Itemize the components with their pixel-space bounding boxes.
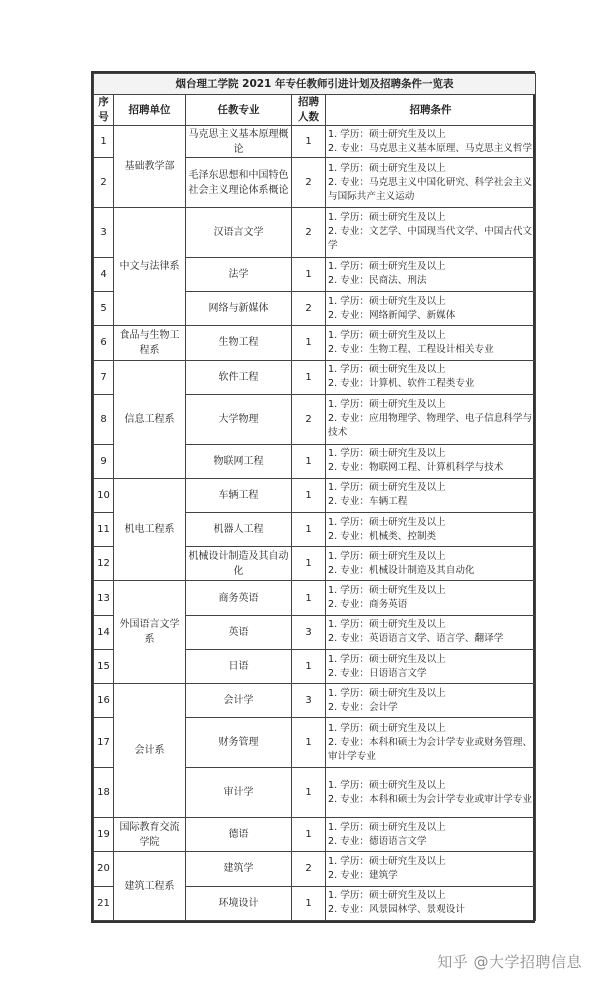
requirement-major: 2. 专业：风景园林学、景观设计: [328, 904, 465, 916]
requirements-cell: [326, 581, 536, 615]
requirement-major: 2. 专业：计算机、软件工程类专业: [328, 378, 475, 390]
unit-cell: 外国语言文学系: [114, 581, 186, 684]
requirements-cell: [326, 818, 536, 852]
row-number: 3: [94, 207, 114, 257]
unit-cell: 会计系: [114, 684, 186, 818]
requirements-cell: [326, 126, 536, 158]
major-cell: 会计学: [186, 684, 292, 718]
requirement-major: 2. 专业：应用物理学、物理学、电子信息科学与技术: [328, 413, 533, 439]
row-number: 9: [94, 444, 114, 478]
requirements-cell: [326, 768, 536, 818]
row-number: 2: [94, 158, 114, 208]
row-number: 12: [94, 547, 114, 581]
requirement-degree: 1. 学历：硕士研究生及以上: [328, 687, 446, 699]
row-number: 11: [94, 513, 114, 547]
major-cell: 审计学: [186, 768, 292, 818]
count-cell: 1: [292, 478, 326, 512]
requirement-degree: 1. 学历：硕士研究生及以上: [328, 448, 446, 460]
major-cell: 物联网工程: [186, 444, 292, 478]
major-cell: 大学物理: [186, 394, 292, 444]
requirement-degree: 1. 学历：硕士研究生及以上: [328, 212, 446, 224]
row-number: 14: [94, 615, 114, 649]
count-cell: 1: [292, 257, 326, 291]
count-cell: 1: [292, 513, 326, 547]
requirement-major: 2. 专业：英语语言文学、语言学、翻译学: [328, 633, 504, 645]
count-cell: 1: [292, 126, 326, 158]
requirement-major: 2. 专业：马克思主义基本原理、马克思主义哲学: [328, 142, 533, 154]
major-cell: 软件工程: [186, 360, 292, 394]
major-cell: 商务英语: [186, 581, 292, 615]
requirements-cell: [326, 513, 536, 547]
header-requirements: 招聘条件: [326, 95, 536, 126]
requirement-major: 2. 专业：生物工程、工程设计相关专业: [328, 343, 494, 355]
count-cell: 1: [292, 444, 326, 478]
watermark-text: 知乎 @大学招聘信息: [437, 953, 582, 971]
requirements-cell: [326, 360, 536, 394]
requirement-degree: 1. 学历：硕士研究生及以上: [328, 585, 446, 597]
requirements-cell: [326, 886, 536, 920]
recruitment-table-sheet: [91, 71, 535, 923]
requirement-degree: 1. 学历：硕士研究生及以上: [328, 890, 446, 902]
count-cell: 3: [292, 684, 326, 718]
requirements-cell: [326, 478, 536, 512]
row-number: 21: [94, 886, 114, 920]
requirements-cell: [326, 615, 536, 649]
table-row: [94, 818, 536, 852]
requirement-degree: 1. 学历：硕士研究生及以上: [328, 855, 446, 867]
row-number: 16: [94, 684, 114, 718]
count-cell: 1: [292, 818, 326, 852]
table-row: [94, 478, 536, 512]
requirements-cell: [326, 718, 536, 768]
requirement-degree: 1. 学历：硕士研究生及以上: [328, 482, 446, 494]
requirement-major: 2. 专业：机械设计制造及其自动化: [328, 564, 475, 576]
major-cell: 毛泽东思想和中国特色社会主义理论体系概论: [186, 158, 292, 208]
count-cell: 2: [292, 292, 326, 326]
row-number: 17: [94, 718, 114, 768]
requirement-degree: 1. 学历：硕士研究生及以上: [328, 550, 446, 562]
count-cell: 1: [292, 886, 326, 920]
table-row: [94, 126, 536, 158]
table-row: [94, 326, 536, 360]
requirement-major: 2. 专业：商务英语: [328, 599, 408, 611]
requirement-degree: 1. 学历：硕士研究生及以上: [328, 329, 446, 341]
major-cell: 德语: [186, 818, 292, 852]
requirement-degree: 1. 学历：硕士研究生及以上: [328, 261, 446, 273]
count-cell: 1: [292, 718, 326, 768]
header-major: 任教专业: [186, 95, 292, 126]
requirement-major: 2. 专业：马克思主义中国化研究、科学社会主义与国际共产主义运动: [328, 176, 533, 202]
row-number: 8: [94, 394, 114, 444]
requirement-major: 2. 专业：建筑学: [328, 869, 398, 881]
table-title: 烟台理工学院 2021 年专任教师引进计划及招聘条件一览表: [94, 74, 536, 95]
table-row: [94, 207, 536, 257]
requirement-degree: 1. 学历：硕士研究生及以上: [328, 779, 446, 791]
major-cell: 汉语言文学: [186, 207, 292, 257]
major-cell: 机器人工程: [186, 513, 292, 547]
major-cell: 生物工程: [186, 326, 292, 360]
count-cell: 2: [292, 158, 326, 208]
requirements-cell: [326, 326, 536, 360]
requirement-degree: 1. 学历：硕士研究生及以上: [328, 619, 446, 631]
major-cell: 英语: [186, 615, 292, 649]
count-cell: 1: [292, 649, 326, 683]
row-number: 4: [94, 257, 114, 291]
major-cell: 车辆工程: [186, 478, 292, 512]
requirement-major: 2. 专业：网络新闻学、新媒体: [328, 309, 456, 321]
table-row: [94, 684, 536, 718]
requirement-major: 2. 专业：德语语言文学: [328, 835, 427, 847]
major-cell: 环境设计: [186, 886, 292, 920]
header-unit: 招聘单位: [114, 95, 186, 126]
row-number: 6: [94, 326, 114, 360]
row-number: 1: [94, 126, 114, 158]
unit-cell: 食品与生物工程系: [114, 326, 186, 360]
unit-cell: 信息工程系: [114, 360, 186, 478]
major-cell: 建筑学: [186, 852, 292, 886]
requirement-major: 2. 专业：会计学: [328, 701, 398, 713]
requirement-major: 2. 专业：民商法、刑法: [328, 275, 427, 287]
count-cell: 1: [292, 326, 326, 360]
row-number: 18: [94, 768, 114, 818]
requirements-cell: [326, 547, 536, 581]
count-cell: 1: [292, 768, 326, 818]
requirement-major: 2. 专业：本科和硕士为会计学专业或审计学专业: [328, 793, 533, 805]
table-row: [94, 852, 536, 886]
requirement-major: 2. 专业：车辆工程: [328, 496, 408, 508]
major-cell: 马克思主义基本原理概论: [186, 126, 292, 158]
row-number: 10: [94, 478, 114, 512]
major-cell: 机械设计制造及其自动化: [186, 547, 292, 581]
requirement-degree: 1. 学历：硕士研究生及以上: [328, 516, 446, 528]
row-number: 5: [94, 292, 114, 326]
requirement-major: 2. 专业：物联网工程、计算机科学与技术: [328, 462, 504, 474]
unit-cell: 基础教学部: [114, 126, 186, 208]
requirements-cell: [326, 684, 536, 718]
header-no: 序号: [94, 95, 114, 126]
requirement-degree: 1. 学历：硕士研究生及以上: [328, 821, 446, 833]
requirements-cell: [326, 292, 536, 326]
requirements-cell: [326, 649, 536, 683]
requirement-degree: 1. 学历：硕士研究生及以上: [328, 653, 446, 665]
major-cell: 财务管理: [186, 718, 292, 768]
requirement-degree: 1. 学历：硕士研究生及以上: [328, 364, 446, 376]
major-cell: 法学: [186, 257, 292, 291]
requirement-degree: 1. 学历：硕士研究生及以上: [328, 295, 446, 307]
requirement-degree: 1. 学历：硕士研究生及以上: [328, 128, 446, 140]
header-count: 招聘人数: [292, 95, 326, 126]
count-cell: 1: [292, 360, 326, 394]
count-cell: 1: [292, 547, 326, 581]
count-cell: 2: [292, 207, 326, 257]
requirement-degree: 1. 学历：硕士研究生及以上: [328, 722, 446, 734]
requirement-degree: 1. 学历：硕士研究生及以上: [328, 399, 446, 411]
row-number: 7: [94, 360, 114, 394]
requirements-cell: [326, 207, 536, 257]
recruitment-table: [93, 73, 536, 921]
count-cell: 2: [292, 394, 326, 444]
row-number: 15: [94, 649, 114, 683]
count-cell: 2: [292, 852, 326, 886]
requirement-degree: 1. 学历：硕士研究生及以上: [328, 162, 446, 174]
row-number: 13: [94, 581, 114, 615]
count-cell: 3: [292, 615, 326, 649]
requirement-major: 2. 专业：机械类、控制类: [328, 530, 437, 542]
requirements-cell: [326, 444, 536, 478]
requirement-major: 2. 专业：日语语言文学: [328, 667, 427, 679]
major-cell: 网络与新媒体: [186, 292, 292, 326]
unit-cell: 国际教育交流学院: [114, 818, 186, 852]
table-row: [94, 581, 536, 615]
requirements-cell: [326, 394, 536, 444]
row-number: 19: [94, 818, 114, 852]
requirements-cell: [326, 257, 536, 291]
table-row: [94, 360, 536, 394]
unit-cell: 中文与法律系: [114, 207, 186, 325]
unit-cell: 建筑工程系: [114, 852, 186, 921]
unit-cell: 机电工程系: [114, 478, 186, 581]
requirements-cell: [326, 852, 536, 886]
requirement-major: 2. 专业：本科和硕士为会计学专业或财务管理、审计学专业: [328, 736, 533, 762]
count-cell: 1: [292, 581, 326, 615]
row-number: 20: [94, 852, 114, 886]
major-cell: 日语: [186, 649, 292, 683]
requirement-major: 2. 专业：文艺学、中国现当代文学、中国古代文学: [328, 226, 533, 252]
requirements-cell: [326, 158, 536, 208]
